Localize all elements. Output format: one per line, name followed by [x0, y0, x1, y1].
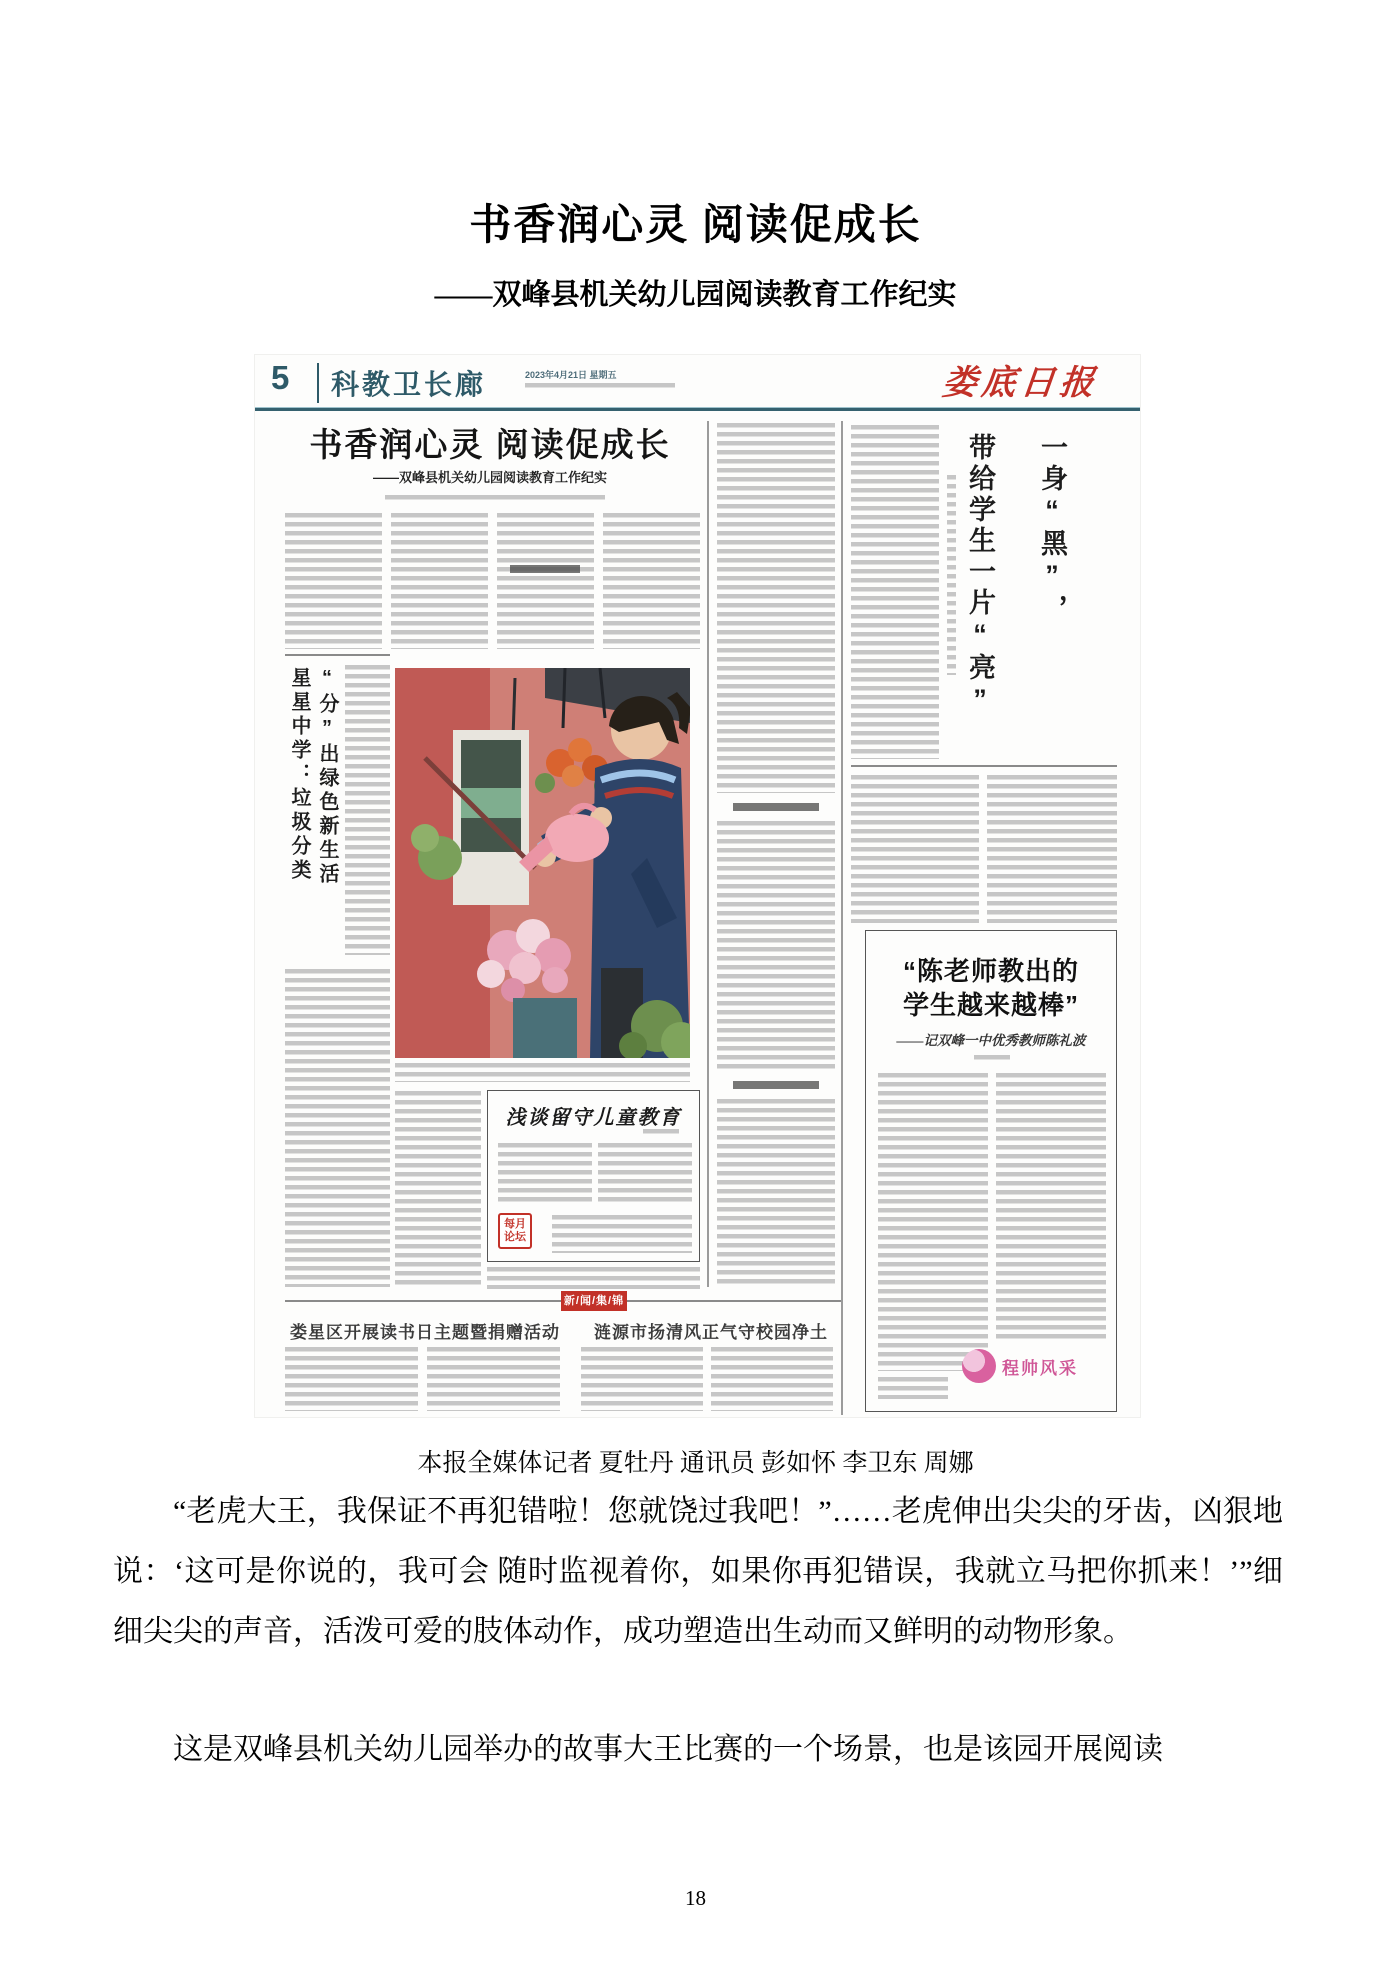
column-divider — [841, 421, 843, 1415]
illegible-text-block — [851, 775, 979, 923]
illegible-text-block — [285, 513, 382, 649]
illegible-text-block — [598, 1143, 692, 1205]
document-subtitle: ——双峰县机关幼儿园阅读教育工作纪实 — [434, 279, 957, 311]
illegible-text-block — [497, 513, 594, 649]
header-divider — [317, 363, 319, 403]
column-divider — [707, 421, 709, 1287]
newspaper-section-name: 科教卫长廊 — [331, 369, 487, 400]
illegible-text-block — [851, 425, 939, 759]
newspaper-clipping-image[interactable] — [255, 355, 1140, 1417]
teacher-story-box — [865, 930, 1117, 1412]
pink-column-badge — [962, 1349, 1078, 1383]
masthead-rule — [255, 407, 1140, 411]
illegible-text-block — [996, 1073, 1106, 1343]
vertical-byline-illegible — [947, 475, 956, 675]
story-divider-rule — [285, 654, 390, 656]
news-photo-girl-watering-flowers — [395, 668, 690, 1058]
right-vertical-headline-tail: 带给学生一片“亮” — [965, 433, 995, 718]
main-byline-illegible — [385, 495, 605, 503]
boxed-article-byline-illegible — [643, 1129, 679, 1135]
illegible-text-block — [391, 513, 488, 649]
newspaper-main-headline: 书香润心灵 阅读促成长 — [309, 426, 671, 463]
article-byline: 本报全媒体记者 夏牡丹 通讯员 彭如怀 李卫东 周娜 — [417, 1450, 974, 1477]
illegible-text-block — [552, 1215, 692, 1253]
editor-credits-illegible — [525, 383, 675, 392]
bottom-left-headline: 娄星区开展读书日主题暨捐赠活动 — [290, 1323, 560, 1342]
teacher-headline-line1: “陈老师教出的 — [902, 956, 1079, 986]
teacher-headline-line2: 学生越来越棒” — [902, 990, 1079, 1020]
crosshead-illegible — [733, 1081, 819, 1089]
illegible-text-block — [878, 1377, 948, 1399]
newspaper-masthead: 娄底日报 — [940, 365, 1101, 402]
illegible-text-block — [711, 1347, 833, 1411]
illegible-text-block — [285, 969, 390, 1287]
news-roundup-badge: 新/闻/集/锦 — [561, 1291, 627, 1311]
body-paragraph-2: 这是双峰县机关幼儿园举办的故事大王比赛的一个场景，也是该园开展阅读 — [173, 1733, 1163, 1766]
teacher-subhead: ——记双峰一中优秀教师陈礼波 — [896, 1033, 1086, 1048]
illegible-text-block — [395, 1091, 481, 1287]
badge-portrait-icon — [962, 1349, 996, 1383]
boxed-article — [487, 1090, 700, 1262]
illegible-text-block — [717, 423, 835, 793]
illegible-text-block — [487, 1267, 700, 1289]
illegible-text-block — [603, 513, 700, 649]
illegible-text-block — [345, 665, 390, 955]
illegible-text-block — [285, 1347, 418, 1411]
photo-caption-illegible — [395, 1063, 690, 1082]
illegible-text-block — [498, 1143, 592, 1205]
illegible-text-block — [427, 1347, 560, 1411]
illegible-text-block — [581, 1347, 703, 1411]
crosshead-illegible — [733, 803, 819, 811]
right-vertical-headline-lead: 一身“黑”， — [1037, 433, 1067, 625]
illegible-text-block — [878, 1073, 988, 1371]
newspaper-main-subhead: ——双峰县机关幼儿园阅读教育工作纪实 — [372, 470, 607, 485]
forum-badge-line2: 论坛 — [504, 1231, 526, 1243]
left-vertical-headline: “分”出绿色新生活 — [316, 667, 338, 887]
article-body — [113, 1482, 1283, 1780]
illegible-text-block — [987, 775, 1117, 923]
monthly-forum-badge — [498, 1213, 532, 1249]
teacher-byline-illegible — [974, 1055, 1010, 1062]
illegible-text-block — [717, 821, 835, 1071]
boxed-article-title: 浅谈留守儿童教育 — [505, 1107, 682, 1129]
document-title: 书香润心灵 阅读促成长 — [469, 203, 922, 249]
bottom-right-headline: 涟源市扬清风正气守校园净土 — [594, 1323, 828, 1342]
body-paragraph-1: “老虎大王，我保证不再犯错啦！您就饶过我吧！”……老虎伸出尖尖的牙齿，凶狠地说：‘这可是你说的，我可会 随时监视着你，如果你再犯错误，我就立马把你抓来！’”细细尖尖的声音，活泼可爱的肢体动作，成功塑造出生动而又鲜明的动物形象。 — [113, 1495, 1283, 1648]
forum-badge-line1: 每月 — [504, 1218, 526, 1230]
crosshead-illegible — [510, 565, 580, 573]
left-vertical-kicker: 星星中学：垃圾分类 — [288, 667, 310, 883]
newspaper-page-number: 5 — [271, 359, 290, 396]
illegible-text-block — [717, 1099, 835, 1285]
page-number: 18 — [685, 1886, 706, 1910]
pink-badge-label: 程帅风采 — [1002, 1358, 1078, 1378]
story-divider-rule — [851, 765, 1117, 767]
newspaper-dateline: 2023年4月21日 星期五 — [525, 370, 617, 380]
